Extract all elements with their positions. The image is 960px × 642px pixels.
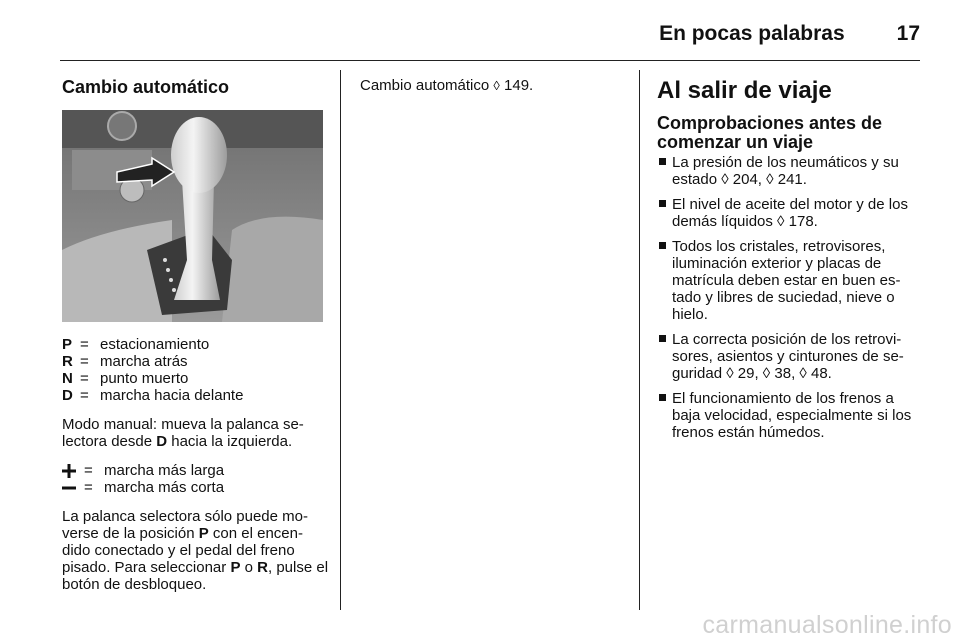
column-divider-2	[639, 70, 640, 610]
gear-selector-photo	[62, 110, 323, 322]
checklist	[657, 154, 925, 441]
gear-legend	[62, 336, 330, 404]
subsection-heading: Comprobaciones antes de comenzar un viaje	[657, 113, 883, 152]
legend-row: = marcha más corta	[62, 479, 330, 496]
manual-mode-text: Modo manual: mueva la palanca se-lectora desde D hacia la izquierda.	[62, 416, 304, 450]
list-item: La correcta posición de los retrovi-sores, asientos y cinturones de se-guridad ◊ 29, ◊ 38, ◊ 48.	[657, 331, 925, 382]
page-header	[60, 12, 920, 56]
section-title: Cambio automático	[62, 77, 230, 97]
legend-row: P = estacionamiento	[62, 336, 210, 353]
list-item: La presión de los neumáticos y su estado ◊ 204, ◊ 241.	[657, 154, 925, 188]
column-reference	[360, 77, 630, 106]
column-divider-1	[340, 70, 341, 610]
list-item: Todos los cristales, retrovisores, iluminación exterior y placas de matrícula deben estar en buen es-tado y libres de suciedad, nieve o hielo.	[657, 238, 925, 323]
header-title: En pocas palabras	[659, 22, 845, 45]
cross-reference: Cambio automático ◊ 149.	[360, 77, 534, 94]
reference-arrow-icon: ◊	[493, 78, 500, 93]
legend-row: R = marcha atrás	[62, 353, 188, 370]
section-heading: Al salir de viaje	[657, 77, 832, 104]
page-number: 17	[896, 22, 920, 45]
column-automatic-transmission	[62, 77, 330, 605]
list-item: El funcionamiento de los frenos a baja velocidad, especialmente si los frenos están húmedos.	[657, 390, 925, 441]
list-item: El nivel de aceite del motor y de los demás líquidos ◊ 178.	[657, 196, 925, 230]
column-before-trip	[657, 78, 925, 449]
legend-row: D = marcha hacia delante	[62, 387, 244, 404]
minus-icon	[62, 481, 76, 495]
release-button-text: La palanca selectora sólo puede mo-verse de la posición P con el encen-dido conectado y el pedal del freno pisado. Para seleccionar P o R, pulse el botón de desbloqueo.	[62, 508, 329, 593]
legend-row: = marcha más larga	[62, 462, 330, 479]
legend-row: N = punto muerto	[62, 370, 189, 387]
plus-icon	[62, 464, 76, 478]
manual-legend	[62, 462, 330, 496]
watermark: carmanualsonline.info	[702, 611, 952, 639]
header-rule	[60, 60, 920, 61]
